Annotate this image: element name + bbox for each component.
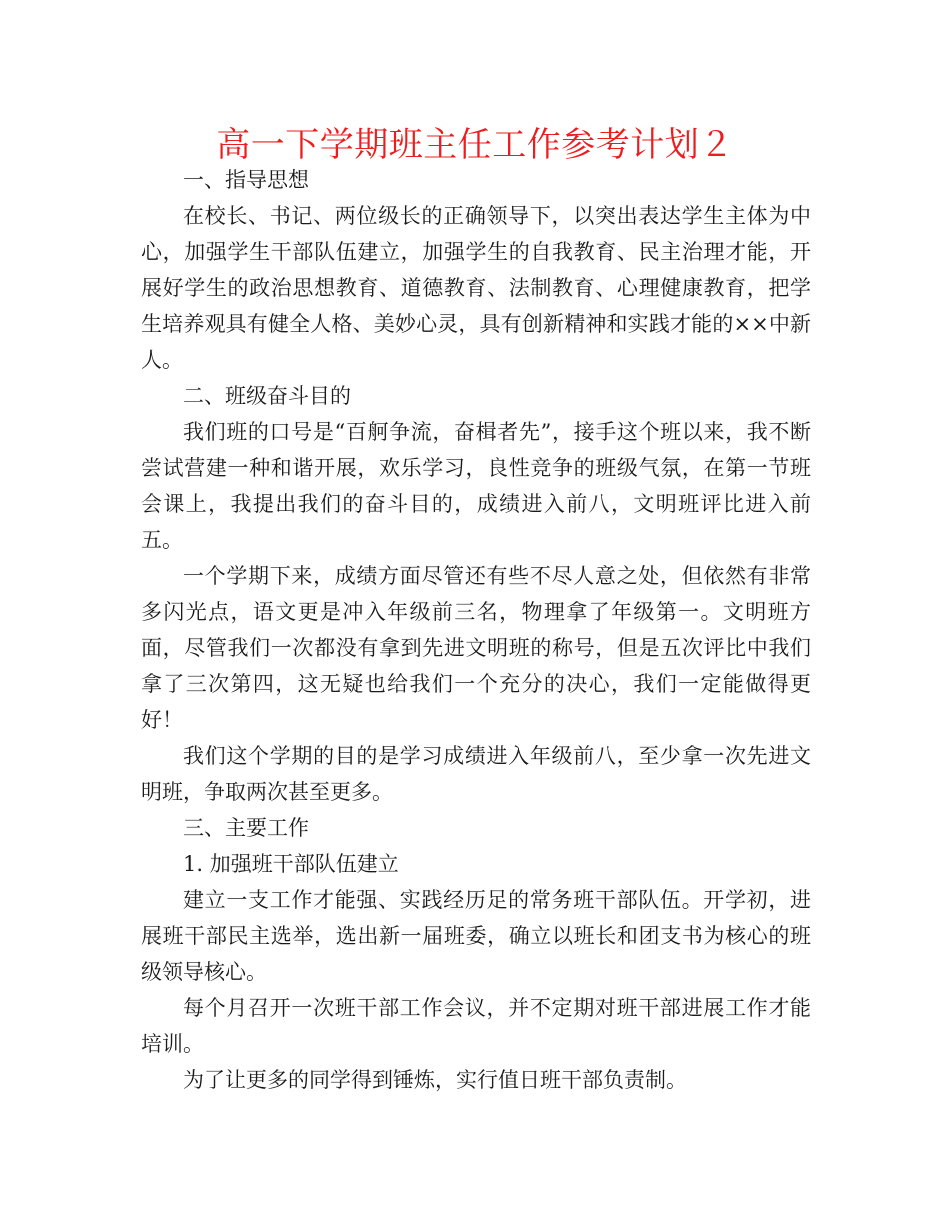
paragraph: 我们这个学期的目的是学习成绩进入年级前八，至少拿一次先进文明班，争取两次甚至更多。: [141, 744, 811, 804]
paragraph: 为了让更多的同学得到锤炼，实行值日班干部负责制。: [183, 1068, 687, 1092]
paragraph: 一个学期下来，成绩方面尽管还有些不尽人意之处，但依然有非常多闪光点，语文更是冲入年级前三名，物理拿了年级第一。文明班方面，尽管我们一次都没有拿到先进文明班的称号，但是五次评比中我们拿了三次第四，这无疑也给我们一个充分的决心，我们一定能做得更好！: [141, 564, 811, 732]
document-title: 高一下学期班主任工作参考计划２: [216, 125, 734, 165]
section-heading: 二、班级奋斗目的: [183, 384, 351, 408]
section-heading: 一、指导思想: [183, 168, 309, 192]
paragraph: 在校长、书记、两位级长的正确领导下，以突出表达学生主体为中心，加强学生干部队伍建立，加强学生的自我教育、民主治理才能，开展好学生的政治思想教育、道德教育、法制教育、心理健康教育，把学生培养观具有健全人格、美妙心灵，具有创新精神和实践才能的××中新人。: [141, 204, 811, 372]
paragraph: 我们班的口号是“百舸争流，奋楫者先”，接手这个班以来，我不断尝试营建一种和谐开展，欢乐学习，良性竞争的班级气氛，在第一节班会课上，我提出我们的奋斗目的，成绩进入前八，文明班评比进入前五。: [141, 420, 811, 552]
paragraph: 每个月召开一次班干部工作会议，并不定期对班干部进展工作才能培训。: [141, 996, 811, 1056]
document-body: [141, 162, 811, 1098]
subsection-heading: 1. 加强班干部队伍建立: [183, 852, 399, 876]
paragraph: 建立一支工作才能强、实践经历足的常务班干部队伍。开学初，进展班干部民主选举，选出新一届班委，确立以班长和团支书为核心的班级领导核心。: [141, 888, 811, 984]
section-heading: 三、主要工作: [183, 816, 309, 840]
